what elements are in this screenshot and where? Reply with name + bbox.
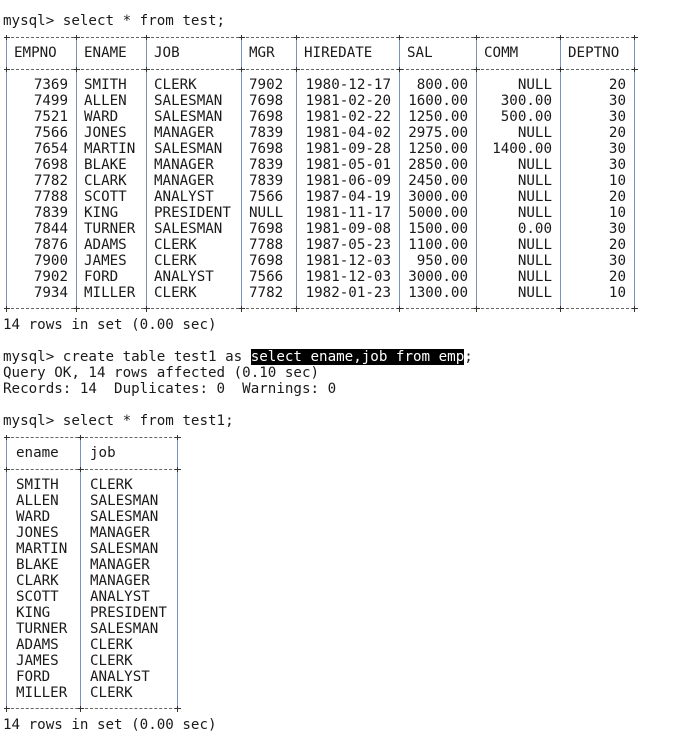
table-cell: 1981-12-03 <box>305 253 391 269</box>
table-cell: 10 <box>608 173 626 189</box>
table-cell: 7698 <box>249 141 284 157</box>
table-cell: 1600.00 <box>408 93 468 109</box>
table-cell: SALESMAN <box>154 93 223 109</box>
table-cell: CLERK <box>154 237 197 253</box>
table-column-separator <box>6 72 7 306</box>
table-cell: ADAMS <box>16 637 59 653</box>
table-corner-mark <box>78 467 84 473</box>
table-corner-mark <box>78 706 84 712</box>
table-cell: 7499 <box>33 93 68 109</box>
table-cell: CLERK <box>154 285 197 301</box>
table-corner-mark <box>74 35 80 41</box>
table-cell: 300.00 <box>500 93 552 109</box>
table-cell: 1981-02-20 <box>305 93 391 109</box>
table-column-separator <box>399 40 400 67</box>
table-cell: CLERK <box>90 477 133 493</box>
create-command-end: ; <box>464 349 473 365</box>
table-cell: 1981-02-22 <box>305 109 391 125</box>
table-cell: 2450.00 <box>408 173 468 189</box>
table-cell: MANAGER <box>90 525 150 541</box>
table-cell: MANAGER <box>154 173 214 189</box>
table-corner-mark <box>4 435 10 441</box>
query-ok-message: Query OK, 14 rows affected (0.10 sec) <box>3 365 320 381</box>
table-cell: 20 <box>608 77 626 93</box>
table-corner-mark <box>558 67 564 73</box>
table-column-separator <box>146 40 147 67</box>
table-cell: MILLER <box>16 685 68 701</box>
table-cell: SALESMAN <box>90 493 159 509</box>
table-corner-mark <box>74 67 80 73</box>
table-cell: 2850.00 <box>408 157 468 173</box>
table-cell: NULL <box>517 77 552 93</box>
table-cell: 1300.00 <box>408 285 468 301</box>
table-cell: 7782 <box>33 173 68 189</box>
table-cell: 7876 <box>33 237 68 253</box>
table-column-separator <box>634 40 635 67</box>
table-corner-mark <box>632 306 638 312</box>
table-cell: 7698 <box>249 221 284 237</box>
table-cell: 1981-09-08 <box>305 221 391 237</box>
table-cell: MANAGER <box>90 557 150 573</box>
column-header: MGR <box>249 45 275 61</box>
table-column-separator <box>241 40 242 67</box>
table-border-rule <box>6 69 634 70</box>
table-cell: SALESMAN <box>90 621 159 637</box>
table-corner-mark <box>175 435 181 441</box>
table-cell: ADAMS <box>84 237 127 253</box>
rows-in-set-2: 14 rows in set (0.00 sec) <box>3 717 217 733</box>
table-cell: 1250.00 <box>408 141 468 157</box>
table-cell: SCOTT <box>84 189 127 205</box>
table-corner-mark <box>239 306 245 312</box>
table-column-separator <box>399 72 400 306</box>
table-cell: TURNER <box>16 621 68 637</box>
table-cell: 0.00 <box>517 221 552 237</box>
column-header: ename <box>16 445 59 461</box>
table-corner-mark <box>397 35 403 41</box>
table-border-rule <box>6 37 634 38</box>
table-cell: NULL <box>517 157 552 173</box>
column-header: SAL <box>407 45 433 61</box>
rows-in-set-1: 14 rows in set (0.00 sec) <box>3 317 217 333</box>
table-cell: CLERK <box>90 685 133 701</box>
table-cell: 7839 <box>33 205 68 221</box>
table-corner-mark <box>239 35 245 41</box>
table-column-separator <box>6 472 7 706</box>
table-cell: 950.00 <box>416 253 468 269</box>
table-corner-mark <box>474 35 480 41</box>
table-cell: SALESMAN <box>90 509 159 525</box>
table-corner-mark <box>4 67 10 73</box>
table-cell: 7521 <box>33 109 68 125</box>
table-cell: 1400.00 <box>492 141 552 157</box>
table-corner-mark <box>294 35 300 41</box>
table-cell: 1100.00 <box>408 237 468 253</box>
column-header: ENAME <box>84 45 127 61</box>
table-cell: 7900 <box>33 253 68 269</box>
table-cell: KING <box>16 605 51 621</box>
table-cell: 7788 <box>33 189 68 205</box>
table-cell: FORD <box>84 269 119 285</box>
table-cell: SCOTT <box>16 589 59 605</box>
table-cell: ANALYST <box>154 189 214 205</box>
table-cell: 800.00 <box>416 77 468 93</box>
table-cell: 7566 <box>249 189 284 205</box>
table-cell: SALESMAN <box>90 541 159 557</box>
table-cell: 30 <box>608 109 626 125</box>
table-corner-mark <box>144 35 150 41</box>
table-cell: 3000.00 <box>408 189 468 205</box>
table-cell: TURNER <box>84 221 136 237</box>
create-command-text: mysql> create table test1 as <box>3 349 251 365</box>
table-cell: 20 <box>608 125 626 141</box>
table-corner-mark <box>4 35 10 41</box>
table-cell: BLAKE <box>84 157 127 173</box>
table-cell: SALESMAN <box>154 141 223 157</box>
table-cell: 1987-05-23 <box>305 237 391 253</box>
table-cell: MANAGER <box>154 125 214 141</box>
table-cell: 30 <box>608 157 626 173</box>
table-cell: 1982-01-23 <box>305 285 391 301</box>
table-column-separator <box>80 440 81 467</box>
table-cell: MILLER <box>84 285 136 301</box>
table-cell: CLARK <box>84 173 127 189</box>
table-corner-mark <box>558 35 564 41</box>
table-column-separator <box>560 40 561 67</box>
table-cell: FORD <box>16 669 51 685</box>
column-header: HIREDATE <box>304 45 373 61</box>
table-corner-mark <box>175 706 181 712</box>
table-corner-mark <box>294 67 300 73</box>
prompt-create-table <box>3 349 473 365</box>
table-cell: 7902 <box>249 77 284 93</box>
table-cell: NULL <box>517 125 552 141</box>
table-cell: ANALYST <box>90 589 150 605</box>
column-header: COMM <box>484 45 519 61</box>
table-column-separator <box>296 40 297 67</box>
table-cell: NULL <box>517 285 552 301</box>
table-cell: WARD <box>16 509 51 525</box>
table-cell: JAMES <box>84 253 127 269</box>
table-cell: NULL <box>517 253 552 269</box>
table-cell: 30 <box>608 253 626 269</box>
table-border-rule <box>6 437 177 438</box>
table-cell: 2975.00 <box>408 125 468 141</box>
table-cell: 1981-11-17 <box>305 205 391 221</box>
table-cell: JONES <box>84 125 127 141</box>
table-cell: CLERK <box>90 637 133 653</box>
table-cell: 10 <box>608 285 626 301</box>
table-cell: MARTIN <box>16 541 68 557</box>
table-corner-mark <box>632 67 638 73</box>
table-cell: 1981-12-03 <box>305 269 391 285</box>
table-cell: ANALYST <box>154 269 214 285</box>
table-cell: MARTIN <box>84 141 136 157</box>
table-cell: 1981-06-09 <box>305 173 391 189</box>
table-cell: 1987-04-19 <box>305 189 391 205</box>
table-corner-mark <box>4 706 10 712</box>
table-cell: PRESIDENT <box>154 205 231 221</box>
table-cell: NULL <box>517 269 552 285</box>
table-cell: NULL <box>517 237 552 253</box>
table-cell: 7839 <box>249 157 284 173</box>
table-cell: MANAGER <box>154 157 214 173</box>
table-corner-mark <box>144 67 150 73</box>
table-cell: JAMES <box>16 653 59 669</box>
table-cell: 7839 <box>249 173 284 189</box>
table-cell: NULL <box>517 173 552 189</box>
table-cell: 20 <box>608 237 626 253</box>
table-cell: 7566 <box>249 269 284 285</box>
table-cell: NULL <box>249 205 284 221</box>
table-cell: SMITH <box>84 77 127 93</box>
table-column-separator <box>177 472 178 706</box>
table-corner-mark <box>474 67 480 73</box>
table-cell: 7698 <box>249 109 284 125</box>
table-column-separator <box>6 40 7 67</box>
table-border-rule <box>6 469 177 470</box>
table-cell: BLAKE <box>16 557 59 573</box>
table-cell: SMITH <box>16 477 59 493</box>
selected-text[interactable]: select ename,job from emp <box>250 349 465 365</box>
table-column-separator <box>76 72 77 306</box>
table-column-separator <box>476 40 477 67</box>
table-cell: ANALYST <box>90 669 150 685</box>
column-header: DEPTNO <box>568 45 620 61</box>
table-cell: 1981-04-02 <box>305 125 391 141</box>
table-cell: 1250.00 <box>408 109 468 125</box>
table-cell: 20 <box>608 269 626 285</box>
table-cell: 500.00 <box>500 109 552 125</box>
table-cell: NULL <box>517 189 552 205</box>
table-column-separator <box>296 72 297 306</box>
table-corner-mark <box>558 306 564 312</box>
table-column-separator <box>241 72 242 306</box>
table-border-rule <box>6 308 634 309</box>
table-corner-mark <box>397 67 403 73</box>
prompt-select-test: mysql> select * from test; <box>3 13 226 29</box>
column-header: JOB <box>154 45 180 61</box>
table-cell: 20 <box>608 189 626 205</box>
table-column-separator <box>177 440 178 467</box>
column-header: job <box>90 445 116 461</box>
table-cell: 7839 <box>249 125 284 141</box>
table-cell: ALLEN <box>16 493 59 509</box>
table-cell: 7902 <box>33 269 68 285</box>
table-column-separator <box>560 72 561 306</box>
table-cell: 1981-09-28 <box>305 141 391 157</box>
table-corner-mark <box>397 306 403 312</box>
table-cell: 7698 <box>249 93 284 109</box>
table-corner-mark <box>4 467 10 473</box>
table-column-separator <box>146 72 147 306</box>
table-cell: SALESMAN <box>154 109 223 125</box>
table-cell: 5000.00 <box>408 205 468 221</box>
table-cell: JONES <box>16 525 59 541</box>
table-cell: 7698 <box>249 253 284 269</box>
table-column-separator <box>76 40 77 67</box>
table-cell: 7788 <box>249 237 284 253</box>
table-column-separator <box>476 72 477 306</box>
table-column-separator <box>634 72 635 306</box>
table-cell: 7654 <box>33 141 68 157</box>
table-corner-mark <box>294 306 300 312</box>
table-cell: CLERK <box>90 653 133 669</box>
prompt-select-test1: mysql> select * from test1; <box>3 413 234 429</box>
table-cell: 1981-05-01 <box>305 157 391 173</box>
table-cell: PRESIDENT <box>90 605 167 621</box>
table-cell: CLARK <box>16 573 59 589</box>
table-corner-mark <box>4 306 10 312</box>
table-cell: 7782 <box>249 285 284 301</box>
table-corner-mark <box>78 435 84 441</box>
table-corner-mark <box>239 67 245 73</box>
table-column-separator <box>80 472 81 706</box>
table-cell: 30 <box>608 221 626 237</box>
table-corner-mark <box>632 35 638 41</box>
table-cell: 1980-12-17 <box>305 77 391 93</box>
table-column-separator <box>6 440 7 467</box>
table-border-rule <box>6 708 177 709</box>
table-cell: 3000.00 <box>408 269 468 285</box>
table-cell: 7698 <box>33 157 68 173</box>
table-cell: KING <box>84 205 119 221</box>
table-corner-mark <box>175 467 181 473</box>
table-cell: 7566 <box>33 125 68 141</box>
table-cell: 7934 <box>33 285 68 301</box>
table-cell: CLERK <box>154 77 197 93</box>
records-message: Records: 14 Duplicates: 0 Warnings: 0 <box>3 381 337 397</box>
table-cell: CLERK <box>154 253 197 269</box>
table-corner-mark <box>474 306 480 312</box>
table-cell: 30 <box>608 141 626 157</box>
table-cell: ALLEN <box>84 93 127 109</box>
table-cell: 7844 <box>33 221 68 237</box>
table-cell: 7369 <box>33 77 68 93</box>
table-cell: MANAGER <box>90 573 150 589</box>
column-header: EMPNO <box>14 45 57 61</box>
table-cell: WARD <box>84 109 119 125</box>
table-cell: SALESMAN <box>154 221 223 237</box>
table-cell: 1500.00 <box>408 221 468 237</box>
table-cell: NULL <box>517 205 552 221</box>
table-corner-mark <box>74 306 80 312</box>
table-corner-mark <box>144 306 150 312</box>
table-cell: 30 <box>608 93 626 109</box>
table-cell: 10 <box>608 205 626 221</box>
